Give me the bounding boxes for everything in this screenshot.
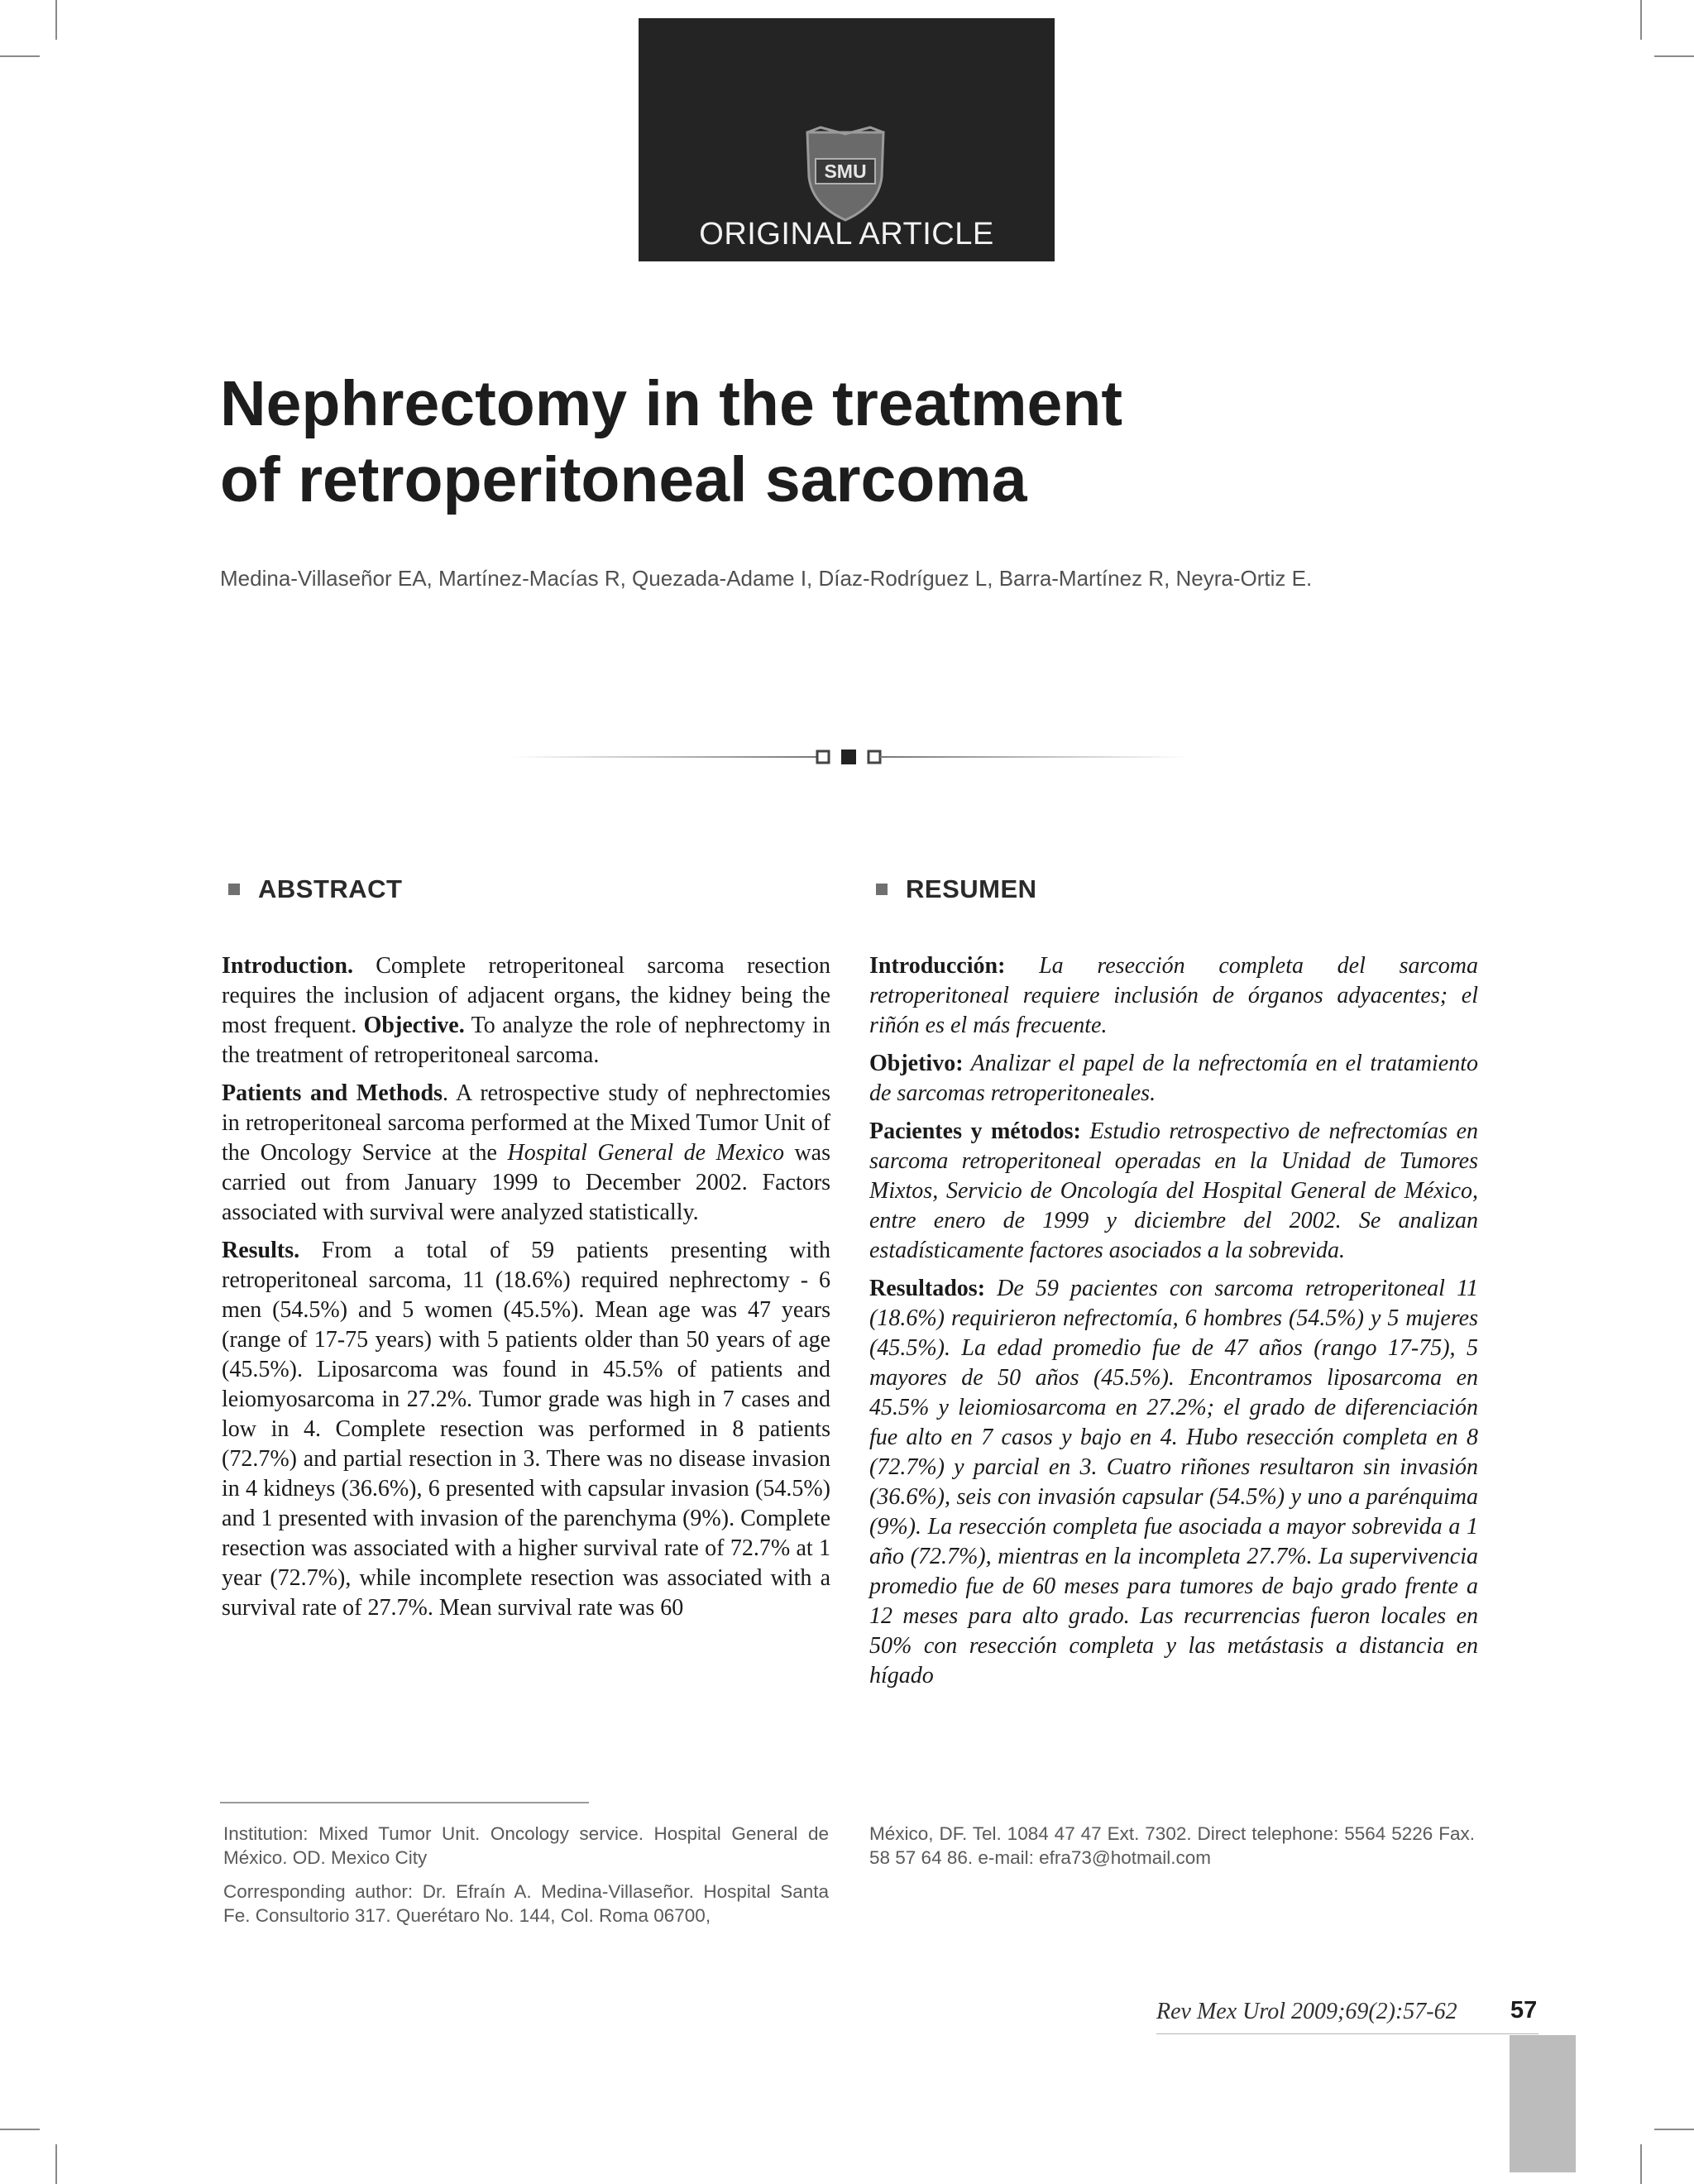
title-line-2: of retroperitoneal sarcoma bbox=[220, 444, 1027, 515]
abstract-heading bbox=[228, 870, 830, 908]
resumen-objective-paragraph: Objetivo: Analizar el papel de la nefrectomía en el tratamiento de sarcomas retroperitoneales. bbox=[869, 1051, 1478, 1106]
footnote-institution: Institution: Mixed Tumor Unit. Oncology service. Hospital General de México. OD. Mexico City bbox=[223, 1823, 829, 1868]
section-divider bbox=[510, 745, 1188, 769]
crop-mark bbox=[1654, 2129, 1694, 2130]
crop-mark bbox=[1640, 0, 1642, 40]
resumen-intro-paragraph: Introducción: La resección completa del sarcoma retroperitoneal requiere inclusión de órganos adyacentes; el riñón es el más frecuente. bbox=[869, 953, 1478, 1038]
resumen-heading-text: RESUMEN bbox=[906, 874, 1037, 903]
resumen-methods-paragraph: Pacientes y métodos: Estudio retrospectivo de nefrectomías en sarcoma retroperitoneal operadas en la Unidad de Tumores Mixtos, Servicio de Oncología del Hospital General de México, entre enero de 1999 y diciembre del 2002. Se analizan estadísticamente factores asociados a la sobrevida. bbox=[869, 1118, 1478, 1263]
square-bullet-icon bbox=[876, 884, 888, 895]
abstract-body bbox=[222, 951, 830, 1623]
resumen-results-paragraph: Resultados: De 59 pacientes con sarcoma retroperitoneal 11 (18.6%) requirieron nefrectomía, 6 hombres (54.5%) y 5 mujeres (45.5%). La edad promedio fue de 47 años (rango 17-75), 5 mayores de 50 años (45.5%). Encontramos liposarcoma en 45.5% y leiomiosarcoma en 27.2%; el grado de diferenciación fue alto en 7 casos y bajo en 4. Hubo resección completa en 8 (72.7%) y parcial en 3. Cuatro riñones resultaron sin invasión (36.6%), seis con invasión capsular (54.5%) y uno a parénquima (9%). La resección completa fue asociada a mayor sobrevida a 1 año (72.7%), mientras en la incompleta 27.7%. La supervivencia promedio fue de 60 meses para tumores de bajo grado frente a 12 meses para alto grado. Las recurrencias fueron locales en 50% con resección completa y las metástasis a distancia en hígado bbox=[869, 1276, 1478, 1688]
logo-letters: SMU bbox=[824, 160, 867, 182]
crop-mark bbox=[0, 2129, 40, 2130]
journal-citation: Rev Mex Urol 2009;69(2):57-62 bbox=[1156, 1999, 1457, 2024]
abstract-methods-paragraph: Patients and Methods. A retrospective study of nephrectomies in retroperitoneal sarcoma performed at the Mixed Tumor Unit of the Oncology Service at the Hospital General de Mexico was carried out from January 1999 to December 2002. Factors associated with survival were analyzed statistically. bbox=[222, 1080, 831, 1225]
journal-header-box bbox=[639, 18, 1055, 261]
crop-mark bbox=[1640, 2144, 1642, 2184]
resumen-column bbox=[869, 870, 1478, 1699]
author-list: Medina-Villaseñor EA, Martínez-Macías R, Quezada-Adame I, Díaz-Rodríguez L, Barra-Martínez R, Neyra-Ortiz E. bbox=[220, 566, 1313, 591]
crop-mark bbox=[55, 0, 57, 40]
footnote-left bbox=[223, 1822, 829, 1937]
article-type-label: ORIGINAL ARTICLE bbox=[699, 217, 994, 251]
title-line-1: Nephrectomy in the treatment bbox=[220, 368, 1123, 439]
citation-rule bbox=[1156, 2033, 1538, 2034]
square-bullet-icon bbox=[228, 884, 240, 895]
resumen-heading bbox=[876, 870, 1478, 908]
abstract-heading-text: ABSTRACT bbox=[258, 874, 403, 903]
shield-logo-icon bbox=[802, 126, 888, 223]
crop-mark bbox=[0, 55, 40, 57]
crop-mark bbox=[55, 2144, 57, 2184]
footnote-rule bbox=[220, 1802, 589, 1803]
abstract-results-paragraph: Results. From a total of 59 patients presenting with retroperitoneal sarcoma, 11 (18.6%) required nephrectomy - 6 men (54.5%) and 5 women (45.5%). Mean age was 47 years (range of 17-75 years) with 5 patients older than 50 years of age (45.5%). Liposarcoma was found in 45.5% of patients and leiomyosarcoma in 27.2%. Tumor grade was high in 7 cases and low in 4. Complete resection was performed in 8 patients (72.7%) and partial resection in 3. There was no disease invasion in 4 kidneys (36.6%), 6 presented with capsular invasion (54.5%) and 1 presented with invasion of the parenchyma (9%). Complete resection was associated with a higher survival rate of 72.7% at 1 year (72.7%), while incomplete resection was associated with a survival rate of 27.7%. Mean survival rate was 60 bbox=[222, 1238, 830, 1621]
crop-mark bbox=[1654, 55, 1694, 57]
page-number: 57 bbox=[1510, 1997, 1538, 2024]
page-edge-tab bbox=[1510, 2035, 1576, 2172]
abstract-column bbox=[222, 870, 830, 1631]
resumen-body bbox=[869, 951, 1478, 1691]
abstract-intro-paragraph: Introduction. Complete retroperitoneal sarcoma resection requires the inclusion of adjacent organs, the kidney being the most frequent. Objective. To analyze the role of nephrectomy in the treatment of retroperitoneal sarcoma. bbox=[222, 953, 830, 1068]
footnote-contact: México, DF. Tel. 1084 47 47 Ext. 7302. Direct telephone: 5564 5226 Fax. 58 57 64 86. e-mail: efra73@hotmail.com bbox=[869, 1823, 1475, 1868]
footnote-corresponding: Corresponding author: Dr. Efraín A. Medina-Villaseñor. Hospital Santa Fe. Consultorio 317. Querétaro No. 144, Col. Roma 06700, bbox=[223, 1881, 829, 1926]
footnote-right bbox=[869, 1822, 1475, 1880]
article-title bbox=[220, 366, 1543, 518]
